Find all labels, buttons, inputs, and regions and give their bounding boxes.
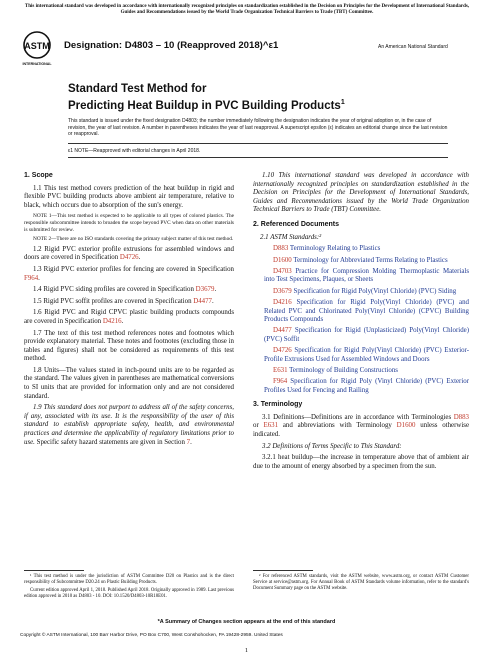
american-national-standard: An American National Standard [378, 44, 448, 50]
top-notice: This international standard was developed in accordance with internationally recognized principles on standardization established in the Decision on Principles for the Development of International Standards, Guides and Recommendations issued by the World Trade Organization Technical Barriers to Trade (TBT) Committee. [24, 4, 470, 15]
epsilon-note: ε1 NOTE—Reapproved with editorial changes in April 2018. [68, 148, 201, 154]
link-e631[interactable]: E631 [263, 422, 279, 430]
reference-item[interactable] [253, 378, 469, 395]
summary-of-changes-note: *A Summary of Changes section appears at the end of this standard [157, 619, 336, 625]
reference-code[interactable]: D4477 [273, 327, 292, 335]
reference-code[interactable]: D883 [273, 245, 289, 253]
footnote-2: ² For referenced ASTM standards, visit the ASTM website, www.astm.org, or contact ASTM Customer Service at service@astm.org. For Annual Book of ASTM Standards volume information, refer to the standard's Document Summary page on the ASTM website. [253, 574, 469, 591]
reference-title[interactable]: Specification for Rigid Poly(Vinyl Chloride) (PVC) Siding [293, 287, 457, 295]
link-d1600[interactable]: D1600 [396, 422, 416, 430]
copyright: Copyright © ASTM International, 100 Barr Harbor Drive, PO Box C700, West Conshohocken, PA 19428-2959. United States [20, 633, 283, 638]
para-1-3: 1.3 Rigid PVC exterior profiles for fencing are covered in Specification F964. [24, 265, 234, 282]
reference-title[interactable]: Specification for Rigid Poly(Vinyl Chloride) (PVC) and Related PVC and Chlorinated Poly(Vinyl Chloride) (CPVC) Building Products Compounds [264, 299, 469, 323]
para-1-7: 1.7 The text of this test method references notes and footnotes which provide explanatory material. These notes and footnotes (excluding those in tables and figures) shall not be considered as requirements of this test method. [24, 329, 234, 363]
reference-code[interactable]: D3679 [273, 287, 292, 295]
reference-title[interactable]: Specification for Rigid Poly(Vinyl Chloride) (PVC) Exterior-Profile Extrusions Used for Assembled Windows and Doors [264, 347, 469, 363]
reference-code[interactable]: D4216 [273, 299, 292, 307]
reference-item[interactable] [253, 268, 469, 285]
astm-standards-label: 2.1 ASTM Standards:² [260, 233, 322, 241]
para-1-6: 1.6 Rigid PVC and Rigid CPVC plastic building products compounds are covered in Specification D4216. [24, 309, 234, 325]
reference-item[interactable] [253, 347, 469, 364]
reference-title[interactable]: Terminology Relating to Plastics [289, 245, 381, 253]
para-1-5: 1.5 Rigid PVC soffit profiles are covered in Specification D4477. [33, 297, 214, 305]
para-3-2: 3.2 Definitions of Terms Specific to This Standard: [262, 442, 402, 450]
link-section-7[interactable]: 7 [186, 438, 191, 446]
reference-list [253, 245, 469, 395]
para-1-1: 1.1 This test method covers prediction of the heat buildup in rigid and flexible PVC building products above ambient air temperature, relative to black, which occurs due to absorption of the sun's energy. [24, 184, 234, 209]
document-title [68, 82, 345, 113]
reference-code[interactable]: F964 [273, 378, 288, 386]
reference-item[interactable] [253, 245, 469, 253]
reference-item[interactable] [253, 257, 469, 265]
reference-code[interactable]: D4703 [273, 267, 292, 275]
title-footnote-mark: 1 [340, 99, 345, 106]
para-1-10: 1.10 This international standard was developed in accordance with internationally recognized principles on standardization established in the Decision on Principles for the Development of International Standards, Guides and Recommendations issued by the World Trade Organization Technical Barriers to Trade (TBT) Committee. [253, 172, 469, 214]
divider [68, 143, 448, 144]
reference-title[interactable]: Terminology of Building Constructions [289, 367, 398, 375]
section-heading-referenced-documents: 2. Referenced Documents [253, 220, 339, 228]
link-d3679[interactable]: D3679 [195, 286, 215, 294]
link-d4216[interactable]: D4216 [102, 317, 122, 325]
astm-logo-icon [22, 30, 52, 68]
reference-item[interactable] [253, 299, 469, 324]
reference-code[interactable]: D4726 [273, 347, 292, 355]
reference-title[interactable]: Practice for Compression Molding Thermoplastic Materials into Test Specimens, Plaques, or Sheets [264, 267, 470, 284]
para-1-4: 1.4 Rigid PVC siding profiles are covered in Specification D3679. [33, 286, 217, 294]
svg-text:ASTM: ASTM [24, 41, 50, 51]
reference-item[interactable] [253, 327, 469, 344]
logo-text: INTERNATIONAL [22, 62, 52, 66]
reference-title[interactable]: Terminology for Abbreviated Terms Relating to Plastics [293, 256, 448, 264]
section-heading-scope: 1. Scope [24, 172, 53, 179]
para-3-2-1: 3.2.1 heat buildup—the increase in temperature above that of ambient air due to the amount of energy absorbed by a specimen from the sun. [253, 454, 469, 470]
right-column [253, 166, 469, 474]
standard-paragraph: This standard is issued under the fixed designation D4803; the number immediately following the designation indicates the year of original adoption or, in the case of revision, the year of last revision. A number in parentheses indicates the year of last reapproval. A superscript epsilon (ε) indicates an editorial change since the last revision or reapproval. [68, 118, 448, 138]
section-heading-terminology: 3. Terminology [253, 401, 303, 409]
reference-code[interactable]: E631 [273, 367, 288, 375]
para-1-2: 1.2 Rigid PVC exterior profile extrusions for assembled windows and doors are covered in Specification D4726. [24, 245, 234, 262]
para-1-8: 1.8 Units—The values stated in inch-pound units are to be regarded as the standard. The values given in parentheses are mathematical conversions to SI units that are provided for information only and are not considered standard. [24, 366, 234, 400]
reference-title[interactable]: Specification for Rigid (Unplasticized) Poly(Vinyl Chloride) (PVC) Soffit [264, 327, 469, 343]
reference-item[interactable] [253, 288, 469, 296]
reference-item[interactable] [253, 367, 469, 375]
note-1: NOTE 1—This test method is expected to be applicable to all types of colored plastics. The responsible subcommittee intends to broaden the scope beyond PVC when data on other materials is submitted for review. [24, 213, 234, 233]
note-2: NOTE 2—There are no ISO standards covering the primary subject matter of this test method. [33, 236, 234, 243]
footnote-divider [253, 570, 313, 571]
left-column [24, 166, 234, 450]
designation: Designation: D4803 – 10 (Reapproved 2018)^ε1 [64, 40, 279, 51]
link-d4477[interactable]: D4477 [193, 297, 213, 305]
footnote-divider [24, 570, 84, 571]
footnote-1: ¹ This test method is under the jurisdiction of ASTM Committee D20 on Plastics and is the direct responsibility of Subcommittee D20.24 on Plastic Building Products. Current edition approved April 1, 2018. Published April 2018. Originally approved in 1989. Last previous edition approved in 2010 as D4803 - 10. DOI: 10.1520/D4803-10R18E01. [24, 574, 234, 599]
para-1-9: 1.9 This standard does not purport to address all of the safety concerns, if any, associated with its use. It is the responsibility of the user of this standard to establish appropriate safety, health, and environmental practices and determine the applicability of regulatory limitations prior to use. Specific safety hazard statements are given in Section 7. [24, 404, 234, 446]
page-number: 1 [244, 647, 249, 654]
title-line2: Predicting Heat Buildup in PVC Building Products [68, 99, 341, 112]
link-d883[interactable]: D883 [453, 413, 469, 421]
reference-code[interactable]: D1600 [273, 256, 292, 264]
reference-title[interactable]: Specification for Rigid Poly (Vinyl Chloride) (PVC) Exterior Profiles Used for Fencing and Railing [264, 378, 469, 394]
link-d4726[interactable]: D4726 [119, 254, 139, 262]
link-f964[interactable]: F964 [24, 274, 39, 282]
divider [68, 157, 448, 158]
title-line1: Standard Test Method for [68, 83, 207, 95]
para-3-1: 3.1 Definitions—Definitions are in accordance with Terminologies D883 or E631 and abbreviations with Terminology D1600 unless otherwise indicated. [253, 413, 470, 439]
